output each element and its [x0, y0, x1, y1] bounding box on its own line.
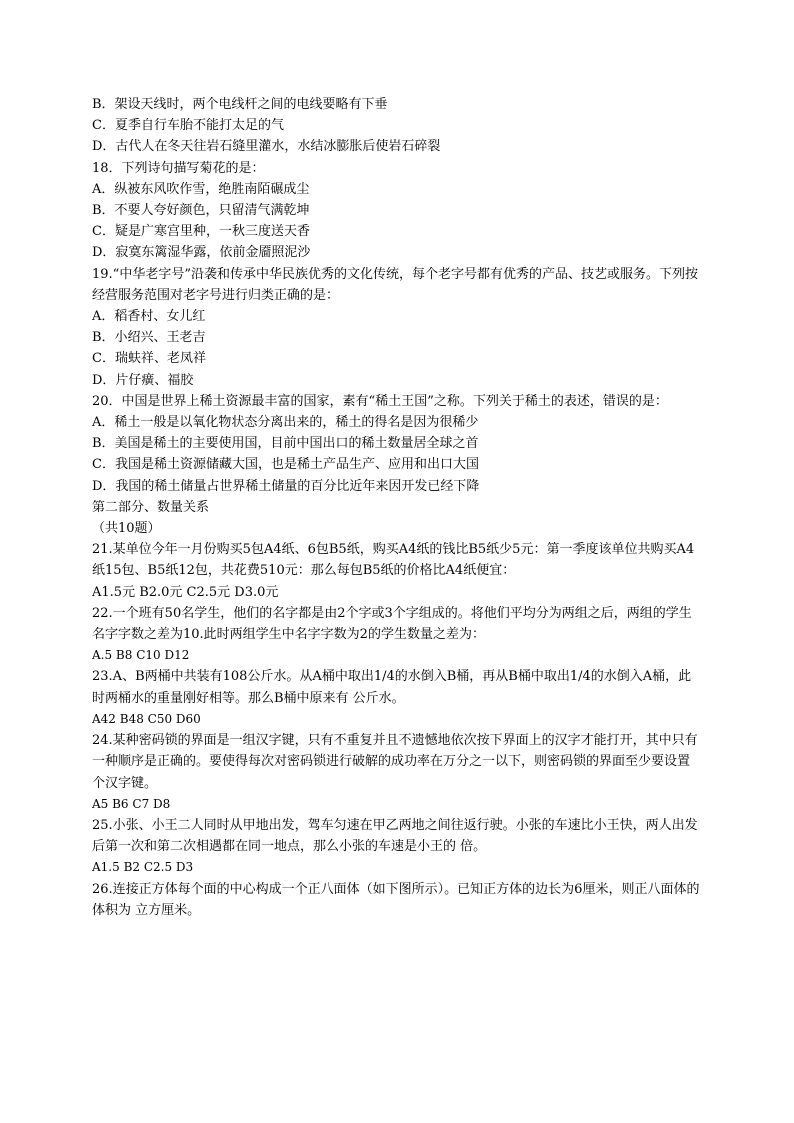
option-a: A．稻香村、女儿红	[92, 309, 206, 325]
option-d: D．我国的稀土储量占世界稀土储量的百分比近年来因开发已经下降	[92, 478, 480, 494]
document-page	[92, 94, 702, 921]
option-b: B．小绍兴、王老吉	[92, 330, 206, 346]
option-c: C．瑞蚨祥、老凤祥	[92, 351, 206, 367]
question-20: 20．中国是世界上稀土资源最丰富的国家，素有“稀土王国”之称。下列关于稀土的表述，错误的是：	[92, 393, 668, 409]
answer-options: A1.5元 B2.0元 C2.5元 D3.0元	[92, 584, 279, 600]
question-26: 26.连接正方体每个面的中心构成一个正八面体（如下图所示）。已知正方体的边长为6厘米，则正八面体的体积为 立方厘米。	[92, 881, 700, 918]
option-c: C．疑是广寒宫里种，一秋三度送天香	[92, 224, 310, 240]
answer-options: A42 B48 C50 D60	[92, 711, 201, 726]
question-18: 18．下列诗句描写菊花的是：	[92, 160, 265, 176]
question-22: 22.一个班有50名学生，他们的名字都是由2个字或3个字组成的。将他们平均分为两组之后，两组的学生名字字数之差为10.此时两组学生中名字字数为2的学生数量之差为：	[92, 605, 692, 643]
option-b: B．美国是稀土的主要使用国，目前中国出口的稀土数量居全球之首	[92, 436, 479, 452]
option-c: C．我国是稀土资源储藏大国，也是稀土产品生产、应用和出口大国	[92, 457, 479, 473]
option-a: A．稀土一般是以氧化物状态分离出来的，稀土的得名是因为很稀少	[92, 415, 479, 431]
section-count: （共10题）	[92, 521, 161, 537]
text-line: C．夏季自行车胎不能打太足的气	[92, 118, 284, 134]
question-24: 24.某种密码锁的界面是一组汉字键，只有不重复并且不遗憾地依次按下界面上的汉字才能打开，其中只有一种顺序是正确的。要使得每次对密码锁进行破解的成功率在万分之一以下，则密码锁的界面至少要设置 个汉字键。	[92, 733, 698, 791]
section-heading: 第二部分、数量关系	[92, 499, 210, 515]
question-23: 23.A、B两桶中共装有108公斤水。从A桶中取出1/4的水倒入B桶，再从B桶中取出1/4的水倒入A桶，此时两桶水的重量刚好相等。那么B桶中原来有 公斤水。	[92, 669, 692, 706]
option-d: D．寂寞东篱湿华露，依前金靥照泥沙	[92, 245, 311, 261]
question-21: 21.某单位今年一月份购买5包A4纸、6包B5纸，购买A4纸的钱比B5纸少5元：第一季度该单位共购买A4纸15包、B5纸12包，共花费510元：那么每包B5纸的价格比A4纸便宜：	[92, 542, 695, 579]
option-d: D．片仔癀、福胶	[92, 372, 194, 388]
answer-options: A5 B6 C7 D8	[92, 796, 171, 811]
text-line: D．古代人在冬天往岩石缝里灌水，水结冰膨胀后使岩石碎裂	[92, 139, 441, 155]
question-19: 19.“中华老字号”沿袭和传承中华民族优秀的文化传统，每个老字号都有优秀的产品、技艺或服务。下列按经营服务范围对老字号进行归类正确的是：	[92, 266, 698, 303]
text-line: B．架设天线时，两个电线杆之间的电线要略有下垂	[92, 97, 388, 112]
option-b: B．不要人夸好颜色，只留清气满乾坤	[92, 203, 310, 219]
question-25: 25.小张、小王二人同时从甲地出发，驾车匀速在甲乙两地之间往返行驶。小张的车速比小王快，两人出发后第一次和第二次相遇都在同一地点，那么小张的车速是小王的 倍。	[92, 817, 698, 855]
option-a: A．纵被东风吹作雪，绝胜南陌碾成尘	[92, 181, 310, 197]
answer-options: A.5 B8 C10 D12	[92, 648, 190, 663]
answer-options: A1.5 B2 C2.5 D3	[92, 860, 194, 875]
